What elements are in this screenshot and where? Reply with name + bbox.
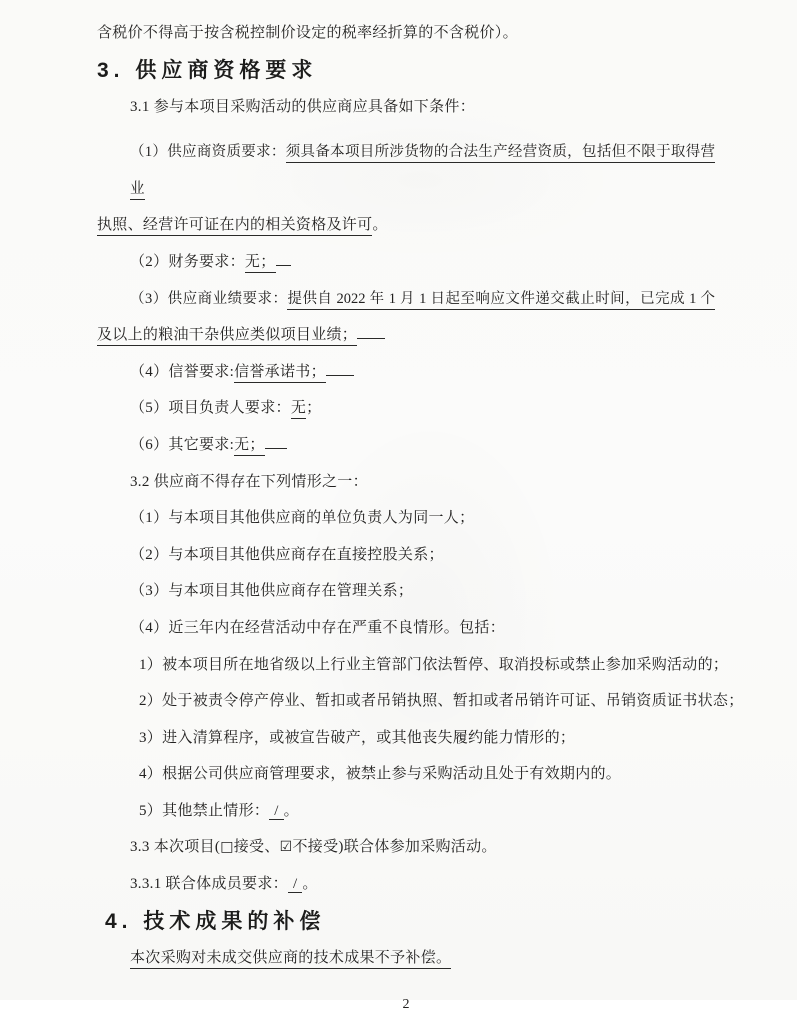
item-4-blank-underline — [326, 360, 354, 376]
item-5-tail: ； — [306, 400, 322, 417]
clause-3-2-item-2 — [97, 537, 715, 574]
item-5-line — [97, 390, 715, 427]
section-3-heading — [97, 52, 715, 89]
item-3-value-continuation: 及以上的粮油干杂供应类似项目业绩； — [97, 327, 357, 346]
item-5-value-underlined: 无 — [291, 400, 306, 419]
item-1-period: 。 — [372, 217, 388, 234]
item-1-line-2 — [97, 207, 715, 244]
clause-3-1-text: 3.1 参与本项目采购活动的供应商应具备如下条件： — [130, 98, 476, 115]
intro-tail-line — [97, 15, 715, 52]
clause-3-2-sub-5-tail: 。 — [283, 802, 299, 819]
clause-3-1 — [97, 89, 715, 126]
section-4-heading-text: 4. 技术成果的补偿 — [105, 909, 326, 933]
clause-3-2-text: 3.2 供应商不得存在下列情形之一： — [130, 473, 368, 490]
clause-3-2-item-4-text: （4）近三年内在经营活动中存在严重不良情形。包括： — [130, 619, 506, 636]
clause-3-2-sub-4-text: 4）根据公司供应商管理要求，被禁止参与采购活动且处于有效期内的。 — [139, 766, 622, 783]
clause-3-3 — [97, 829, 715, 866]
item-1-line-1 — [97, 134, 715, 207]
clause-3-3-prefix: 3.3 本次项目( — [130, 839, 221, 856]
checkbox-checked-icon: ☑ — [279, 839, 293, 856]
clause-3-2-sub-5-slash-blank: / — [269, 803, 283, 820]
clause-3-3-1-slash-blank: / — [288, 876, 302, 893]
clause-3-2-sub-3-text: 3）进入清算程序，或被宣告破产，或其他丧失履约能力情形的； — [139, 729, 576, 746]
clause-3-3-1 — [97, 866, 715, 903]
clause-3-2-sub-2 — [97, 683, 744, 720]
clause-3-2-sub-4 — [97, 756, 715, 793]
clause-3-2-sub-2-text: 2）处于被责令停产停业、暂扣或者吊销执照、暂扣或者吊销许可证、吊销资质证书状态； — [139, 693, 744, 710]
item-2-blank-underline — [276, 250, 291, 266]
clause-3-2-sub-5-label: 5）其他禁止情形： — [139, 802, 270, 819]
section-4-heading — [97, 903, 715, 940]
item-4-line — [97, 354, 715, 391]
section-4-body — [97, 940, 715, 977]
item-2-value-underlined: 无； — [245, 254, 276, 273]
clause-3-2-item-4 — [97, 610, 715, 647]
clause-3-2-sub-5 — [97, 793, 715, 830]
clause-3-2-sub-1 — [97, 647, 729, 684]
item-2-label: （2）财务要求： — [130, 253, 245, 270]
intro-tail-text: 含税价不得高于按含税控制价设定的税率经折算的不含税价）。 — [97, 25, 518, 41]
clause-3-2-item-1-text: （1）与本项目其他供应商的单位负责人为同一人； — [130, 510, 475, 527]
page-number: 2 — [402, 997, 410, 1013]
item-5-label: （5）项目负责人要求： — [130, 400, 291, 417]
item-3-blank-underline — [357, 323, 385, 339]
clause-3-3-reject-label: 不接受)联合体参加采购活动。 — [292, 839, 497, 856]
item-3-value-underlined: 提供自 2022 年 1 月 1 日起至响应文件递交截止时间，已完成 1 个 — [287, 291, 715, 310]
clause-3-3-1-label: 3.3.1 联合体成员要求： — [130, 876, 288, 893]
clause-3-2-item-1 — [97, 500, 715, 537]
item-3-label: （3）供应商业绩要求： — [130, 290, 288, 307]
clause-3-3-1-tail: 。 — [302, 876, 318, 893]
item-4-value-underlined: 信誉承诺书； — [234, 364, 326, 383]
item-4-label: （4）信誉要求: — [130, 363, 235, 380]
item-6-blank-underline — [265, 433, 287, 449]
checkbox-unchecked-icon: □ — [220, 839, 234, 856]
item-1-value-continuation: 执照、经营许可证在内的相关资格及许可 — [97, 217, 372, 236]
item-6-value-underlined: 无； — [234, 437, 265, 456]
item-1-value-underlined: 须具备本项目所涉货物的合法生产经营资质，包括但不限于取得营业 — [130, 144, 715, 200]
clause-3-2-item-2-text: （2）与本项目其他供应商存在直接控股关系； — [130, 546, 444, 563]
item-1-label: （1）供应商资质要求： — [130, 144, 286, 161]
item-6-label: （6）其它要求: — [130, 436, 235, 453]
item-6-line — [97, 427, 715, 464]
item-3-line-1 — [97, 281, 715, 318]
item-2-line — [97, 244, 715, 281]
item-3-line-2 — [97, 317, 715, 354]
clause-3-2-sub-1-text: 1）被本项目所在地省级以上行业主管部门依法暂停、取消投标或禁止参加采购活动的； — [139, 656, 729, 673]
clause-3-3-accept-label: 接受、 — [233, 839, 280, 856]
clause-3-2-sub-3 — [97, 720, 715, 757]
clause-3-2 — [97, 464, 715, 501]
section-4-body-underlined: 本次采购对未成交供应商的技术成果不予补偿。 — [130, 950, 451, 969]
section-3-heading-text: 3. 供应商资格要求 — [97, 58, 318, 82]
clause-3-2-item-3-text: （3）与本项目其他供应商存在管理关系； — [130, 583, 414, 600]
clause-3-2-item-3 — [97, 573, 715, 610]
